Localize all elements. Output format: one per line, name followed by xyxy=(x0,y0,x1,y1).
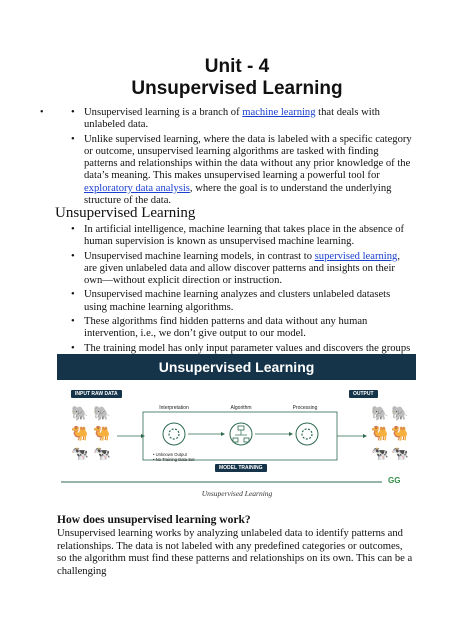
cow-icon: 🐄 xyxy=(391,447,409,462)
section-bullet-list xyxy=(84,224,414,369)
subsection-heading: How does unsupervised learning work? xyxy=(57,514,251,526)
algorithm-label: Algorithm xyxy=(230,405,252,411)
bullet-text: The training model has only input parameter values and discovers the groups xyxy=(84,342,411,354)
supervised-learning-link[interactable]: supervised learning xyxy=(314,250,398,262)
output-arrow-head xyxy=(363,434,367,438)
list-item xyxy=(84,251,414,288)
camel-icon: 🐫 xyxy=(391,427,409,442)
unit-title: Unit - 4 xyxy=(204,56,270,77)
bullet-text: that deals with unlabeled data. xyxy=(84,107,380,131)
output-tag: OUTPUT xyxy=(349,390,378,398)
model-training-tag: MODEL TRAINING xyxy=(215,464,267,472)
processing-label: Processing xyxy=(292,405,318,411)
bullet-text: In artificial intelligence, machine learning that takes place in the absence of human supervision is known as unsupervised machine learning. xyxy=(84,224,405,248)
camel-icon: 🐫 xyxy=(371,427,389,442)
camel-icon: 🐫 xyxy=(71,427,89,442)
cow-icon: 🐄 xyxy=(71,447,89,462)
unknown-output-note: • Unknown Output xyxy=(153,452,187,457)
machine-learning-link[interactable]: machine learning xyxy=(242,107,316,118)
camel-icon: 🐫 xyxy=(93,427,111,442)
exploratory-data-analysis-link[interactable]: exploratory data analysis xyxy=(84,182,190,194)
input-raw-data-tag: INPUT RAW DATA xyxy=(71,390,122,398)
cow-icon: 🐄 xyxy=(93,447,111,462)
gear-icon xyxy=(163,423,185,445)
cow-icon: 🐄 xyxy=(371,447,389,462)
bullet-text: These algorithms find hidden patterns and data without any human intervention, i.e., we don’t give output to our model. xyxy=(84,316,368,340)
list-item xyxy=(84,107,414,132)
bullet-text: Unsupervised machine learning analyzes and clusters unlabeled datasets using machine learning algorithms. xyxy=(84,289,391,313)
bullet-text: , where the goal is to understand the underlying structure of the data. xyxy=(84,182,392,207)
bullet-text: Unsupervised learning is a branch of xyxy=(84,107,243,118)
figure-caption: Unsupervised Learning xyxy=(201,489,273,498)
list-item xyxy=(84,316,414,341)
elephant-icon: 🐘 xyxy=(71,407,89,422)
diagram-title: Unsupervised Learning xyxy=(57,354,416,380)
page-title: Unsupervised Learning xyxy=(131,78,343,99)
elephant-icon: 🐘 xyxy=(371,407,389,422)
processing-icon xyxy=(296,423,318,445)
bullet-text: , are given unlabeled data and allow discover patterns and insights on their own—without explicit direction or instruction. xyxy=(84,250,400,287)
list-item xyxy=(84,289,414,314)
elephant-icon: 🐘 xyxy=(391,407,409,422)
elephant-icon: 🐘 xyxy=(93,407,111,422)
intro-bullet-list xyxy=(84,107,414,209)
bullet-text: Unlike supervised learning, where the data is labeled with a specific category or outcome, unsupervised learning algorithms are tasked with finding patterns and relationships within the data without any prior knowledge of the data’s meaning. This makes unsupervised learning a powerful tool for xyxy=(84,133,412,182)
outer-bullet: • xyxy=(40,107,44,118)
interpretation-label: Interpretation xyxy=(159,405,189,411)
bullet-text: Unsupervised machine learning models, in contrast to xyxy=(84,250,315,262)
logo-icon: GG xyxy=(388,476,401,485)
list-item xyxy=(84,134,414,208)
no-training-data-note: • No Training Data Set xyxy=(153,457,195,462)
section-heading: Unsupervised Learning xyxy=(55,205,196,221)
unsupervised-learning-diagram xyxy=(57,354,416,486)
list-item xyxy=(84,224,414,249)
body-paragraph: Unsupervised learning works by analyzing unlabeled data to identify patterns and relationships. The data is not labeled with any predefined categories or outcomes, so the algorithm must find these patterns and relationships on its own. This can be a challenging xyxy=(57,528,413,577)
